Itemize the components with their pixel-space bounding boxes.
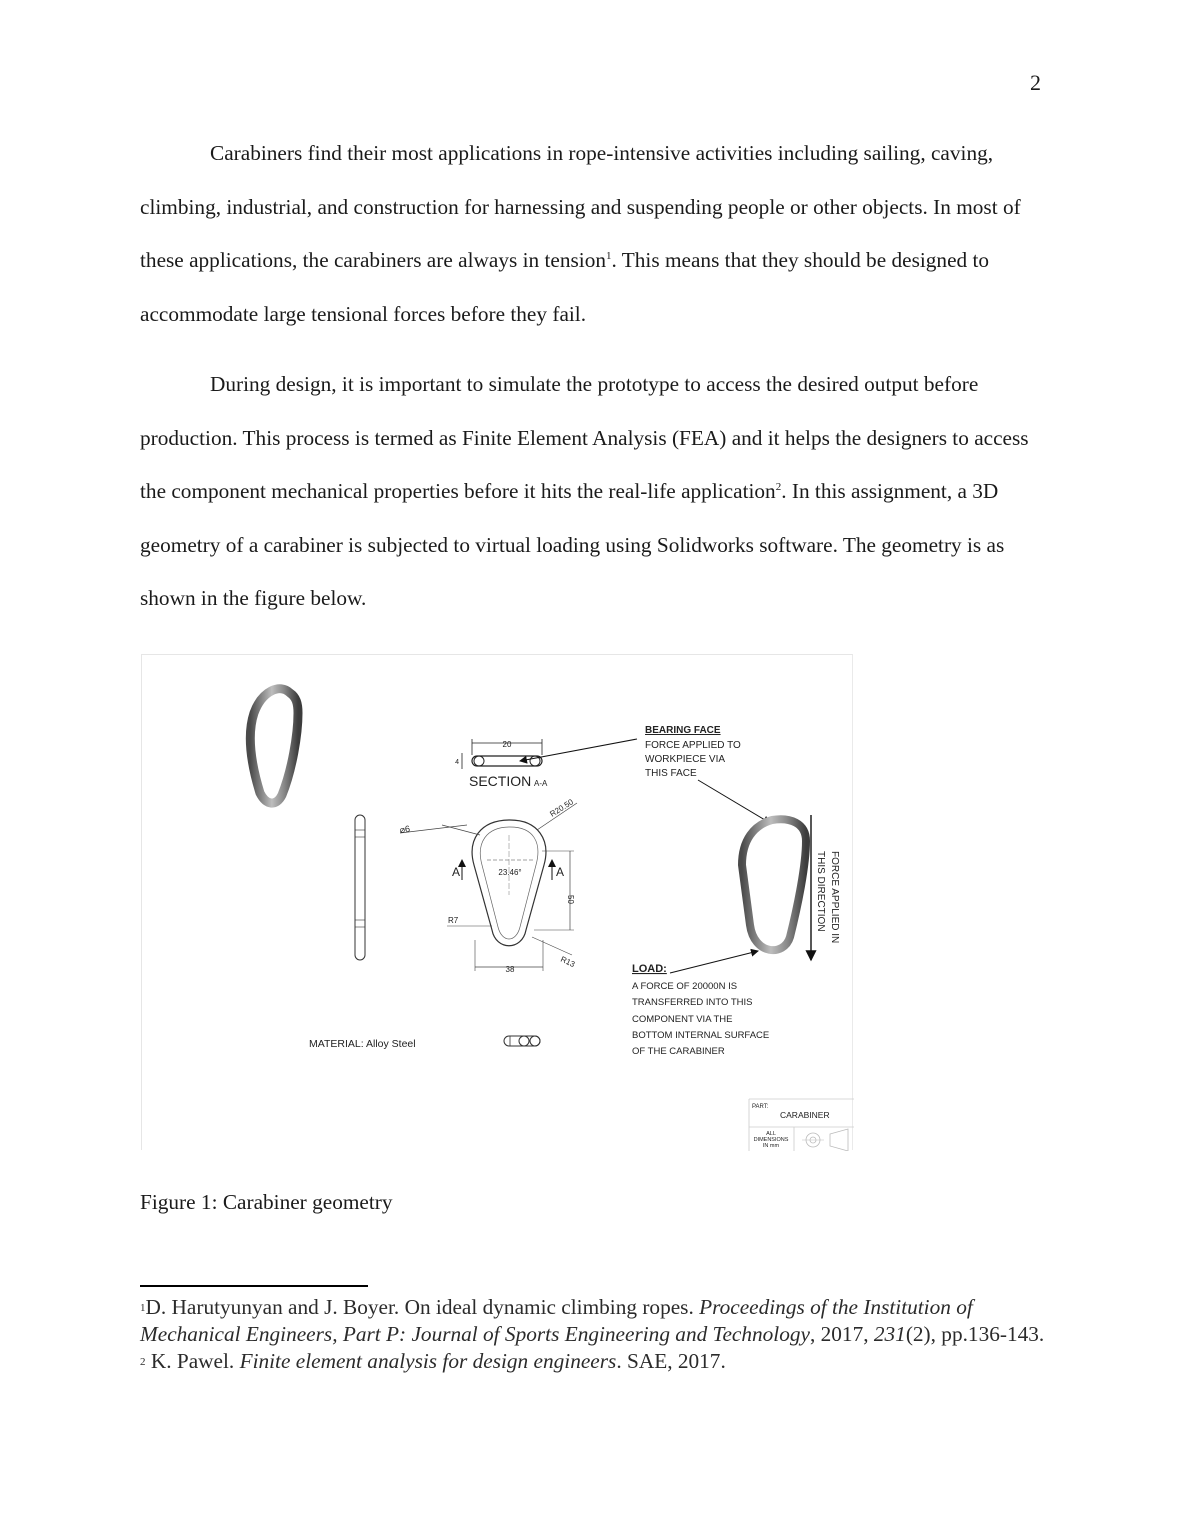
footnote-2 xyxy=(140,1348,1052,1375)
bearing-line-2: WORKPIECE VIA xyxy=(645,754,726,765)
footnote-1-volume: 231 xyxy=(873,1322,906,1346)
load-line-4: BOTTOM INTERNAL SURFACE xyxy=(632,1030,770,1041)
paragraph-2 xyxy=(140,358,1052,626)
paragraph-1-text-b: . This means that they should be designed to accommodate large tensional forces before they fail. xyxy=(140,248,990,326)
section-label: SECTION xyxy=(469,773,532,789)
carabiner-3d-view xyxy=(250,689,298,803)
paragraph-2-text-a: During design, it is important to simulate the prototype to access the desired output before production. This process is termed as Finite Element Analysis (FEA) and it helps the designers to access the component mechanical properties before it hits the real-life application xyxy=(140,372,1029,504)
carabiner-bottom-view xyxy=(504,1036,540,1046)
title-block-dim-2: DIMENSIONS xyxy=(753,1137,789,1143)
load-title: LOAD: xyxy=(632,963,667,975)
carabiner-drawing xyxy=(142,655,854,1151)
carabiner-loaded-view xyxy=(742,819,806,950)
dim-width: 38 xyxy=(505,965,515,974)
dim-angle: 23.46° xyxy=(498,868,522,877)
bearing-line-1: FORCE APPLIED TO xyxy=(645,740,741,751)
section-sub-label: A-A xyxy=(534,779,548,788)
title-block-dim-3: IN mm xyxy=(762,1143,780,1149)
footnote-separator xyxy=(140,1285,368,1287)
section-arrow-right: A xyxy=(556,865,565,879)
footnote-1-pages: (2), pp.136-143. xyxy=(905,1322,1045,1346)
section-arrow-left: A xyxy=(452,865,461,879)
title-block-part-name: CARABINER xyxy=(780,1110,830,1120)
page-number: 2 xyxy=(1030,70,1041,95)
force-line-1: FORCE APPLIED IN xyxy=(829,851,840,944)
carabiner-drawing-figure xyxy=(141,654,853,1150)
material-label: MATERIAL: Alloy Steel xyxy=(309,1038,416,1050)
footnote-ref-2[interactable]: 2 xyxy=(775,481,782,494)
force-line-2: THIS DIRECTION xyxy=(815,851,826,932)
figure-caption: Figure 1: Carabiner geometry xyxy=(140,1190,393,1214)
section-width-dim: 20 xyxy=(502,740,512,749)
dim-height: 50 xyxy=(566,895,575,904)
force-direction-annotation xyxy=(811,815,840,960)
load-line-3: COMPONENT VIA THE xyxy=(632,1014,733,1025)
carabiner-front-view xyxy=(399,797,577,974)
projection-symbol-icon xyxy=(802,1129,848,1151)
load-line-1: A FORCE OF 20000N IS xyxy=(632,981,738,992)
footnote-1 xyxy=(140,1294,1052,1348)
footnote-2-title: Finite element analysis for design engineers xyxy=(239,1349,617,1373)
footnote-1-number: 1 xyxy=(140,1302,146,1314)
footnote-2-number: 2 xyxy=(140,1356,146,1368)
dim-r7: R7 xyxy=(448,916,459,925)
paragraph-2-text-b: . In this assignment, a 3D geometry of a carabiner is subjected to virtual loading using Solidworks software. The geometry is as shown in the figure below. xyxy=(140,479,1005,611)
footnote-1-year: , 2017, xyxy=(809,1322,874,1346)
title-block xyxy=(749,1099,854,1151)
title-block-part-label: PART: xyxy=(752,1104,769,1110)
load-line-5: OF THE CARABINER xyxy=(632,1046,725,1057)
footnote-1-authors: D. Harutyunyan and J. Boyer. On ideal dynamic climbing ropes. xyxy=(145,1295,700,1319)
paragraph-1 xyxy=(140,127,1052,341)
load-line-2: TRANSFERRED INTO THIS xyxy=(632,997,753,1008)
bearing-line-3: THIS FACE xyxy=(645,768,697,779)
footnote-2-author: K. Pawel. xyxy=(145,1349,240,1373)
section-thickness-dim: 4 xyxy=(455,759,459,766)
footnote-2-publisher: . SAE, 2017. xyxy=(616,1349,726,1373)
footnote-ref-1[interactable]: 1 xyxy=(606,250,612,263)
bearing-face-title: BEARING FACE xyxy=(645,725,721,736)
title-block-dim-1: ALL xyxy=(766,1131,776,1137)
footnotes xyxy=(140,1294,1052,1375)
footnote-1-journal: Proceedings of the Institution of Mechanical Engineers, Part P: Journal of Sports Engineering and Technology xyxy=(140,1295,973,1346)
paragraph-1-text-a: Carabiners find their most applications in rope-intensive activities including sailing, caving, climbing, industrial, and construction for harnessing and suspending people or other objects. In most of these applications, the carabiners are always in tension xyxy=(140,141,1021,273)
section-a-a xyxy=(455,739,637,789)
dim-diameter: ⌀6 xyxy=(398,823,411,835)
bearing-face-annotation xyxy=(645,725,770,823)
load-annotation xyxy=(632,951,769,1057)
dim-r13: R13 xyxy=(559,954,577,970)
dim-r20: R20.50 xyxy=(548,797,575,819)
carabiner-side-view xyxy=(355,815,365,960)
